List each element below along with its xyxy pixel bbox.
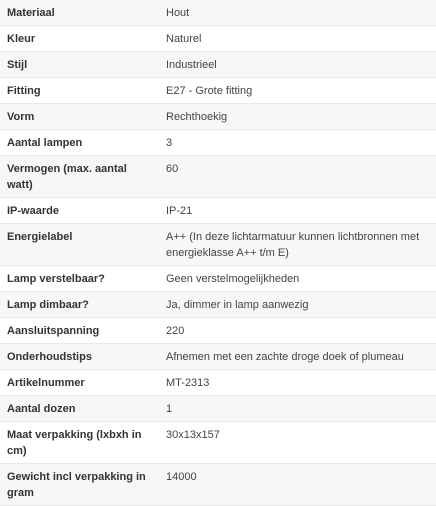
spec-row-stijl <box>0 52 436 78</box>
spec-row-aansluitspanning <box>0 318 436 344</box>
spec-row-artikelnummer <box>0 370 436 396</box>
spec-value: Ja, dimmer in lamp aanwezig <box>166 299 309 311</box>
spec-row-aantal-lampen <box>0 130 436 156</box>
spec-value: 30x13x157 <box>166 429 220 441</box>
spec-value: Hout <box>166 7 190 19</box>
spec-row-maat-verpakking <box>0 422 436 464</box>
spec-label: Onderhoudstips <box>7 351 92 363</box>
spec-label: Artikelnummer <box>7 377 85 389</box>
spec-value: Industrieel <box>166 59 217 71</box>
spec-value: MT-2313 <box>166 377 210 389</box>
spec-label: Gewicht incl verpakking in gram <box>7 471 146 499</box>
spec-value: 60 <box>166 163 179 175</box>
spec-value: 3 <box>166 137 173 149</box>
spec-value: Rechthoekig <box>166 111 228 123</box>
spec-label: Stijl <box>7 59 28 71</box>
spec-label: Lamp verstelbaar? <box>7 273 105 285</box>
spec-row-materiaal <box>0 0 436 26</box>
spec-label: Vorm <box>7 111 35 123</box>
spec-row-energielabel <box>0 224 436 266</box>
spec-row-aantal-dozen <box>0 396 436 422</box>
spec-row-lamp-verstelbaar <box>0 266 436 292</box>
spec-value: A++ (In deze lichtarmatuur kunnen lichtbronnen met energieklasse A++ t/m E) <box>166 231 420 259</box>
spec-row-vermogen <box>0 156 436 198</box>
spec-row-lamp-dimbaar <box>0 292 436 318</box>
spec-row-vorm <box>0 104 436 130</box>
spec-label: IP-waarde <box>7 205 59 217</box>
spec-label: Aantal lampen <box>7 137 83 149</box>
spec-value: 14000 <box>166 471 197 483</box>
spec-row-ip-waarde <box>0 198 436 224</box>
spec-value: Geen verstelmogelijkheden <box>166 273 300 285</box>
spec-value: 1 <box>166 403 173 415</box>
spec-value: 220 <box>166 325 185 337</box>
spec-row-kleur <box>0 26 436 52</box>
spec-row-onderhoudstips <box>0 344 436 370</box>
spec-label: Vermogen (max. aantal watt) <box>7 163 127 191</box>
spec-label: Materiaal <box>7 7 55 19</box>
spec-label: Aansluitspanning <box>7 325 100 337</box>
spec-label: Maat verpakking (lxbxh in cm) <box>7 429 142 457</box>
spec-label: Fitting <box>7 85 41 97</box>
spec-value: Naturel <box>166 33 202 45</box>
spec-label: Aantal dozen <box>7 403 76 415</box>
spec-row-fitting <box>0 78 436 104</box>
spec-value: Afnemen met een zachte droge doek of plumeau <box>166 351 404 363</box>
spec-row-gewicht <box>0 464 436 506</box>
spec-label: Lamp dimbaar? <box>7 299 89 311</box>
spec-value: E27 - Grote fitting <box>166 85 253 97</box>
spec-label: Kleur <box>7 33 36 45</box>
spec-label: Energielabel <box>7 231 73 243</box>
spec-value: IP-21 <box>166 205 193 217</box>
